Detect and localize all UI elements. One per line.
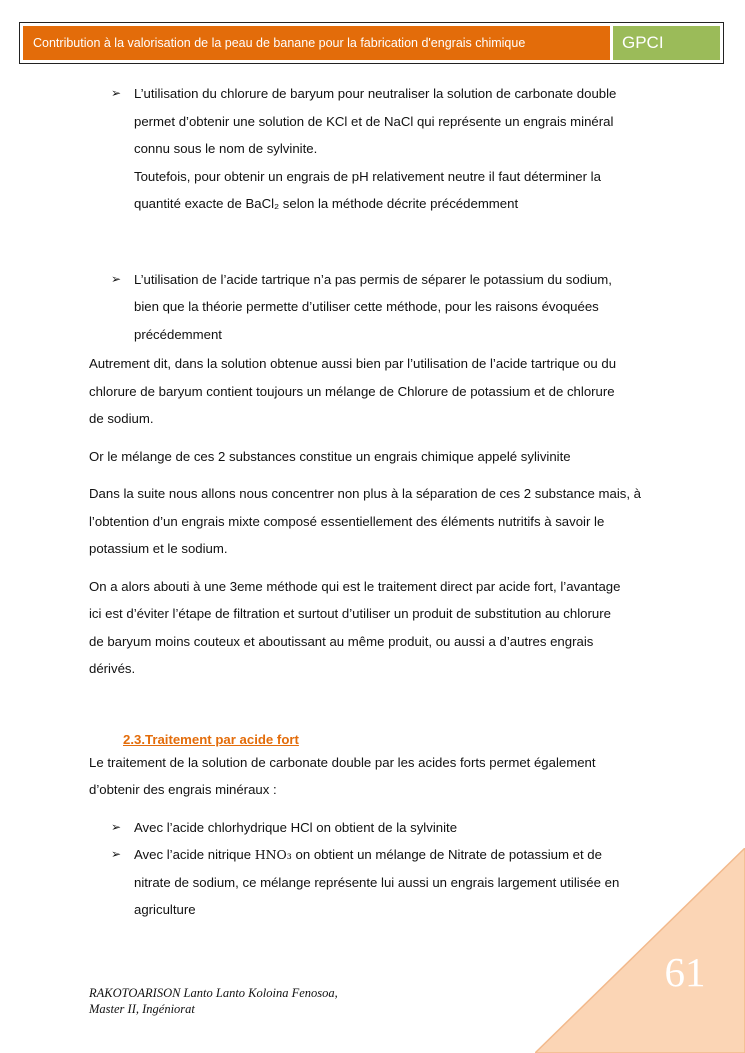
- text-line: L’utilisation du chlorure de baryum pour neutraliser la solution de carbonate double: [134, 86, 617, 101]
- header-title: Contribution à la valorisation de la peau de banane pour la fabrication d'engrais chimique: [23, 26, 610, 60]
- text-line: nitrate de sodium, ce mélange représente lui aussi un engrais largement utilisée en: [134, 874, 620, 890]
- text-line: Toutefois, pour obtenir un engrais de pH relativement neutre il faut déterminer la: [134, 168, 601, 184]
- text-line: dérivés.: [89, 661, 136, 676]
- paragraph: [89, 749, 659, 804]
- footer-author: RAKOTOARISON Lanto Lanto Koloina Fenosoa,: [89, 986, 338, 1000]
- bullet-item: [89, 266, 659, 349]
- text-fragment: Avec l’acide nitrique: [134, 847, 252, 862]
- footer-degree: Master II, Ingéniorat: [89, 1002, 195, 1016]
- page-header: [19, 22, 724, 64]
- text-line: permet d’obtenir une solution de KCl et de NaCl qui représente un engrais minéral: [134, 113, 614, 129]
- page-content: [89, 80, 659, 924]
- paragraph: [89, 573, 659, 683]
- arrow-bullet-icon: ➢: [111, 847, 122, 861]
- text-line: agriculture: [134, 902, 196, 917]
- bullet-item: [89, 814, 659, 842]
- paragraph: [89, 350, 659, 433]
- text-line: quantité exacte de BaCl₂ selon la méthode décrite précédemment: [134, 196, 519, 211]
- page-number: 61: [664, 949, 706, 995]
- text-line: l’obtention d’un engrais mixte composé essentiellement des éléments nutritifs à savoir le: [89, 513, 605, 529]
- text-line: de sodium.: [89, 411, 154, 426]
- bullet-item: [89, 80, 659, 218]
- text-line: Autrement dit, dans la solution obtenue aussi bien par l’utilisation de l’acide tartrique ou du: [89, 356, 617, 371]
- text-line: ici est d’éviter l’étape de filtration et surtout d’utiliser un produit de substitution au chlorure: [89, 606, 611, 621]
- header-tag: GPCI: [613, 26, 720, 60]
- text-line: Dans la suite nous allons nous concentrer non plus à la séparation de ces 2 substance mais, à: [89, 486, 642, 501]
- arrow-bullet-icon: ➢: [111, 271, 122, 286]
- section-heading: 2.3.Traitement par acide fort: [123, 731, 299, 747]
- arrow-bullet-icon: ➢: [111, 86, 122, 100]
- text-line: Or le mélange de ces 2 substances constitue un engrais chimique appelé sylivinite: [89, 448, 571, 464]
- text-line: L’utilisation de l’acide tartrique n’a pas permis de séparer le potassium du sodium,: [134, 271, 612, 287]
- text-line: potassium et le sodium.: [89, 541, 228, 556]
- text-line: chlorure de baryum contient toujours un mélange de Chlorure de potassium et de chlorure: [89, 383, 615, 399]
- arrow-bullet-icon: ➢: [111, 819, 122, 834]
- paragraph: [89, 443, 659, 471]
- text-line: de baryum moins couteux et aboutissant au même produit, ou aussi a d’autres engrais: [89, 633, 594, 649]
- page-footer: [89, 985, 338, 1017]
- text-line: Le traitement de la solution de carbonate double par les acides forts permet également: [89, 754, 596, 770]
- text-line: connu sous le nom de sylvinite.: [134, 141, 318, 156]
- text-line: On a alors abouti à une 3eme méthode qui est le traitement direct par acide fort, l’avantage: [89, 578, 621, 594]
- text-line: précédemment: [134, 326, 222, 342]
- paragraph: [89, 480, 659, 563]
- text-fragment: on obtient un mélange de Nitrate de potassium et de: [295, 847, 602, 862]
- text-line: Avec l’acide chlorhydrique HCl on obtient de la sylvinite: [134, 819, 458, 835]
- text-line: bien que la théorie permette d’utiliser cette méthode, pour les raisons évoquées: [134, 299, 599, 314]
- text-line: d’obtenir des engrais minéraux :: [89, 782, 277, 797]
- chemical-formula: HNO₃: [254, 847, 292, 862]
